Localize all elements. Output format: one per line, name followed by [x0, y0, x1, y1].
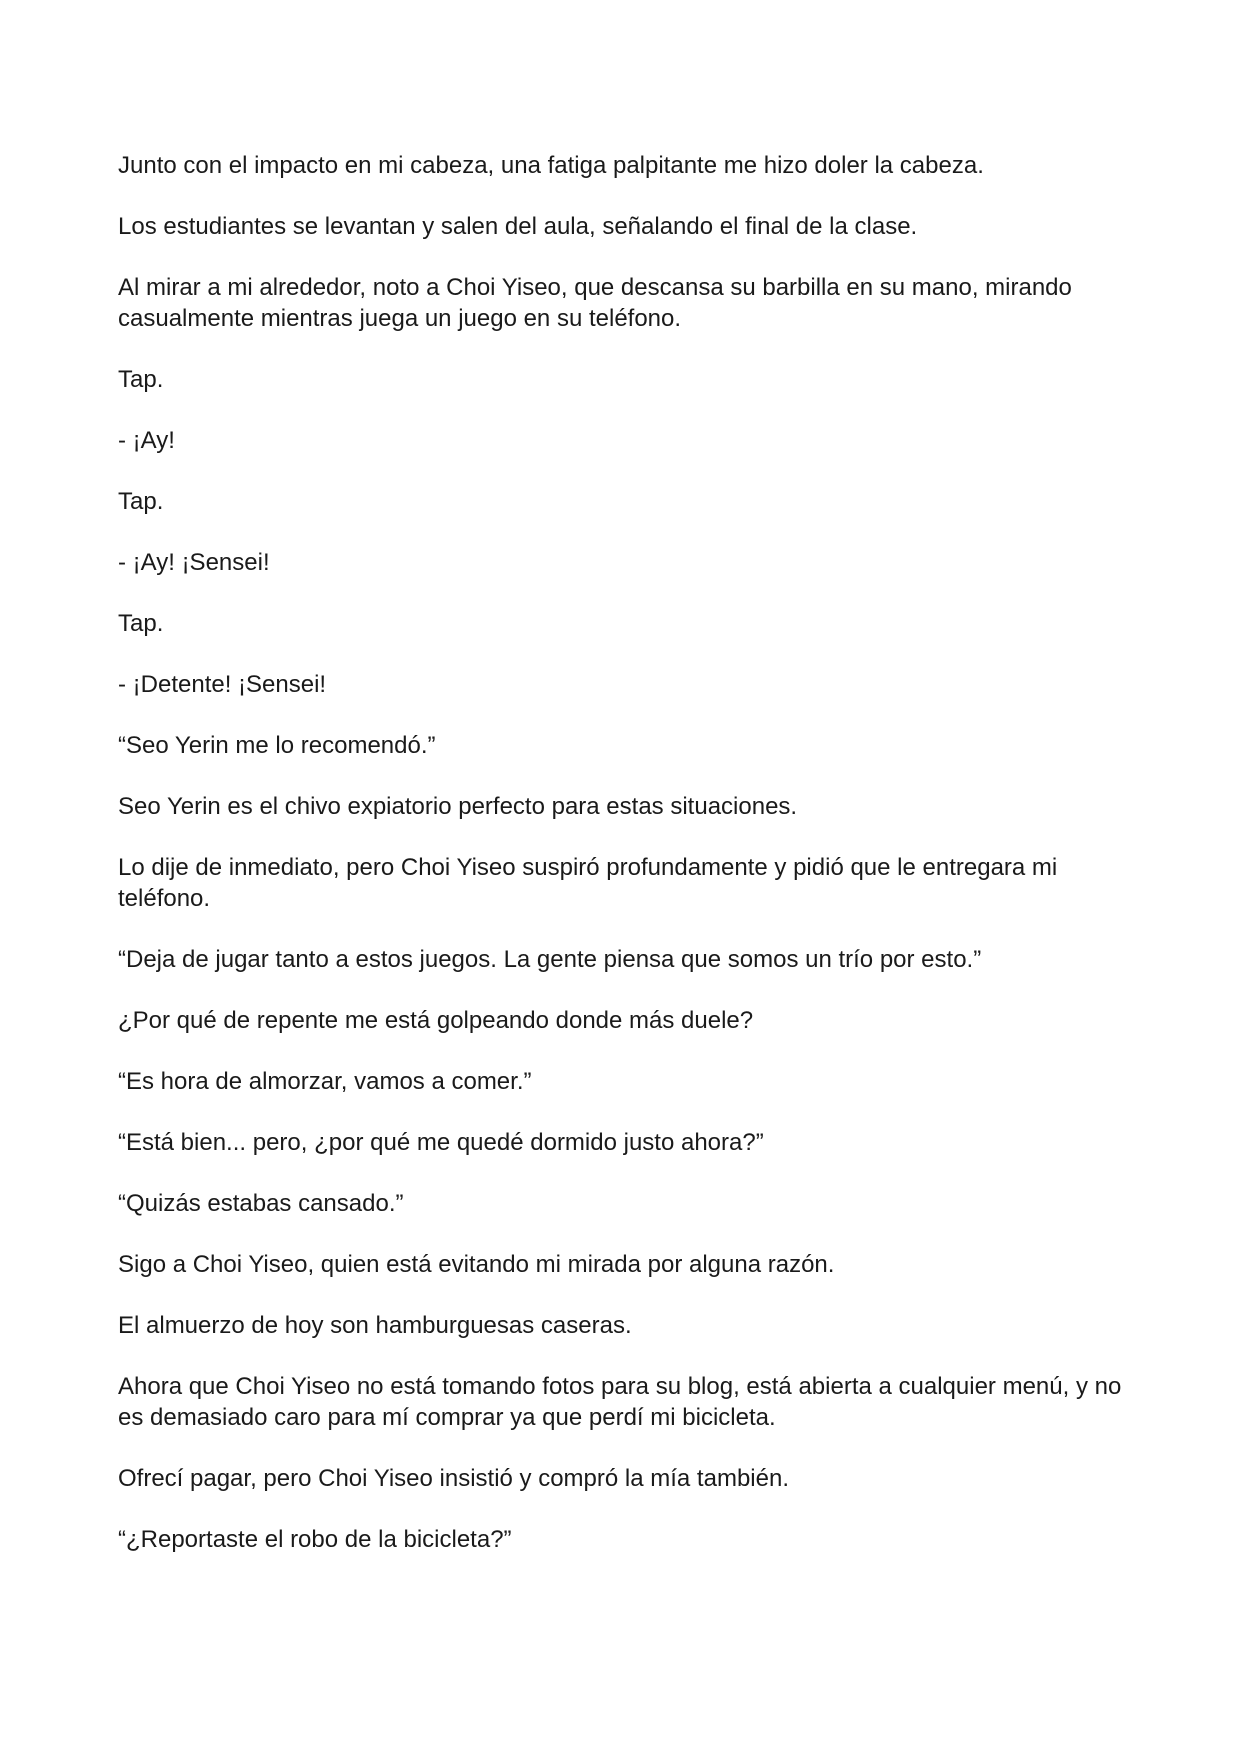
paragraph: - ¡Ay! ¡Sensei!: [118, 549, 270, 576]
document-body: [118, 150, 1128, 1585]
paragraph: “Quizás estabas cansado.”: [118, 1190, 404, 1217]
paragraph: Los estudiantes se levantan y salen del aula, señalando el final de la clase.: [118, 213, 918, 240]
paragraph: - ¡Detente! ¡Sensei!: [118, 671, 327, 698]
paragraph: Tap.: [118, 488, 164, 515]
paragraph: “Deja de jugar tanto a estos juegos. La gente piensa que somos un trío por esto.”: [118, 946, 982, 973]
paragraph: El almuerzo de hoy son hamburguesas caseras.: [118, 1312, 632, 1339]
paragraph: Tap.: [118, 610, 164, 637]
paragraph: Al mirar a mi alrededor, noto a Choi Yiseo, que descansa su barbilla en su mano, mirando casualmente mientras juega un juego en su teléfono.: [118, 274, 1072, 332]
paragraph: “Es hora de almorzar, vamos a comer.”: [118, 1068, 532, 1095]
paragraph: Seo Yerin es el chivo expiatorio perfecto para estas situaciones.: [118, 793, 798, 820]
paragraph: Sigo a Choi Yiseo, quien está evitando mi mirada por alguna razón.: [118, 1251, 835, 1278]
paragraph: “Está bien... pero, ¿por qué me quedé dormido justo ahora?”: [118, 1129, 764, 1156]
paragraph: “Seo Yerin me lo recomendó.”: [118, 732, 436, 759]
paragraph: “¿Reportaste el robo de la bicicleta?”: [118, 1526, 512, 1553]
paragraph: - ¡Ay!: [118, 427, 175, 454]
paragraph: ¿Por qué de repente me está golpeando donde más duele?: [118, 1007, 754, 1034]
paragraph: Lo dije de inmediato, pero Choi Yiseo suspiró profundamente y pidió que le entregara mi teléfono.: [118, 854, 1058, 912]
paragraph: Ahora que Choi Yiseo no está tomando fotos para su blog, está abierta a cualquier menú, y no es demasiado caro para mí comprar ya que perdí mi bicicleta.: [118, 1373, 1122, 1431]
paragraph: Tap.: [118, 366, 164, 393]
paragraph: Ofrecí pagar, pero Choi Yiseo insistió y compró la mía también.: [118, 1465, 789, 1492]
paragraph: Junto con el impacto en mi cabeza, una fatiga palpitante me hizo doler la cabeza.: [118, 152, 984, 179]
